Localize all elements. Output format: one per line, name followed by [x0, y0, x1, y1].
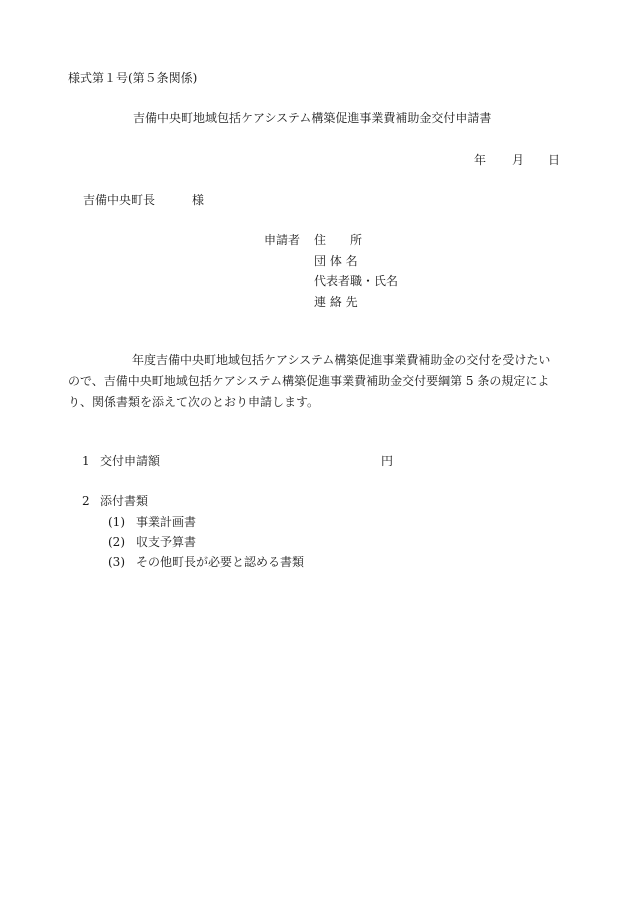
attachment-item: 事業計画書	[136, 515, 197, 529]
date-year-label: 年	[474, 153, 487, 167]
attachment-number: (3)	[108, 555, 125, 569]
applicant-label: 申請者	[264, 233, 301, 247]
item-number: 1	[82, 454, 90, 468]
attachment-item: 収支予算書	[136, 535, 197, 549]
body-text-line: り、関係書類を添えて次のとおり申請します。	[68, 395, 320, 409]
attachment-number: (2)	[108, 535, 125, 549]
attachment-item: その他町長が必要と認める書類	[136, 555, 305, 569]
date-day-label: 日	[548, 153, 561, 167]
item-number: 2	[82, 494, 90, 508]
form-number: 様式第１号(第５条関係)	[68, 71, 198, 85]
amount-unit-label: 円	[381, 454, 394, 468]
application-amount-label: 交付申請額	[100, 454, 161, 468]
body-text-line: 年度吉備中央町地域包括ケアシステム構築促進事業費補助金の交付を受けたい	[132, 353, 551, 367]
body-text-line: ので、吉備中央町地域包括ケアシステム構築促進事業費補助金交付要綱第 5 条の規定によ	[68, 374, 550, 388]
attachments-label: 添付書類	[100, 494, 149, 508]
applicant-contact-label: 連 絡 先	[314, 295, 358, 309]
applicant-representative-label: 代表者職・氏名	[314, 274, 399, 288]
applicant-address-label: 住 所	[314, 233, 363, 247]
attachment-number: (1)	[108, 515, 125, 529]
applicant-organization-label: 団 体 名	[314, 254, 358, 268]
addressee-name: 吉備中央町長	[83, 193, 156, 207]
addressee-honorific: 様	[192, 193, 205, 207]
date-month-label: 月	[512, 153, 525, 167]
document-title: 吉備中央町地域包括ケアシステム構築促進事業費補助金交付申請書	[133, 111, 492, 125]
